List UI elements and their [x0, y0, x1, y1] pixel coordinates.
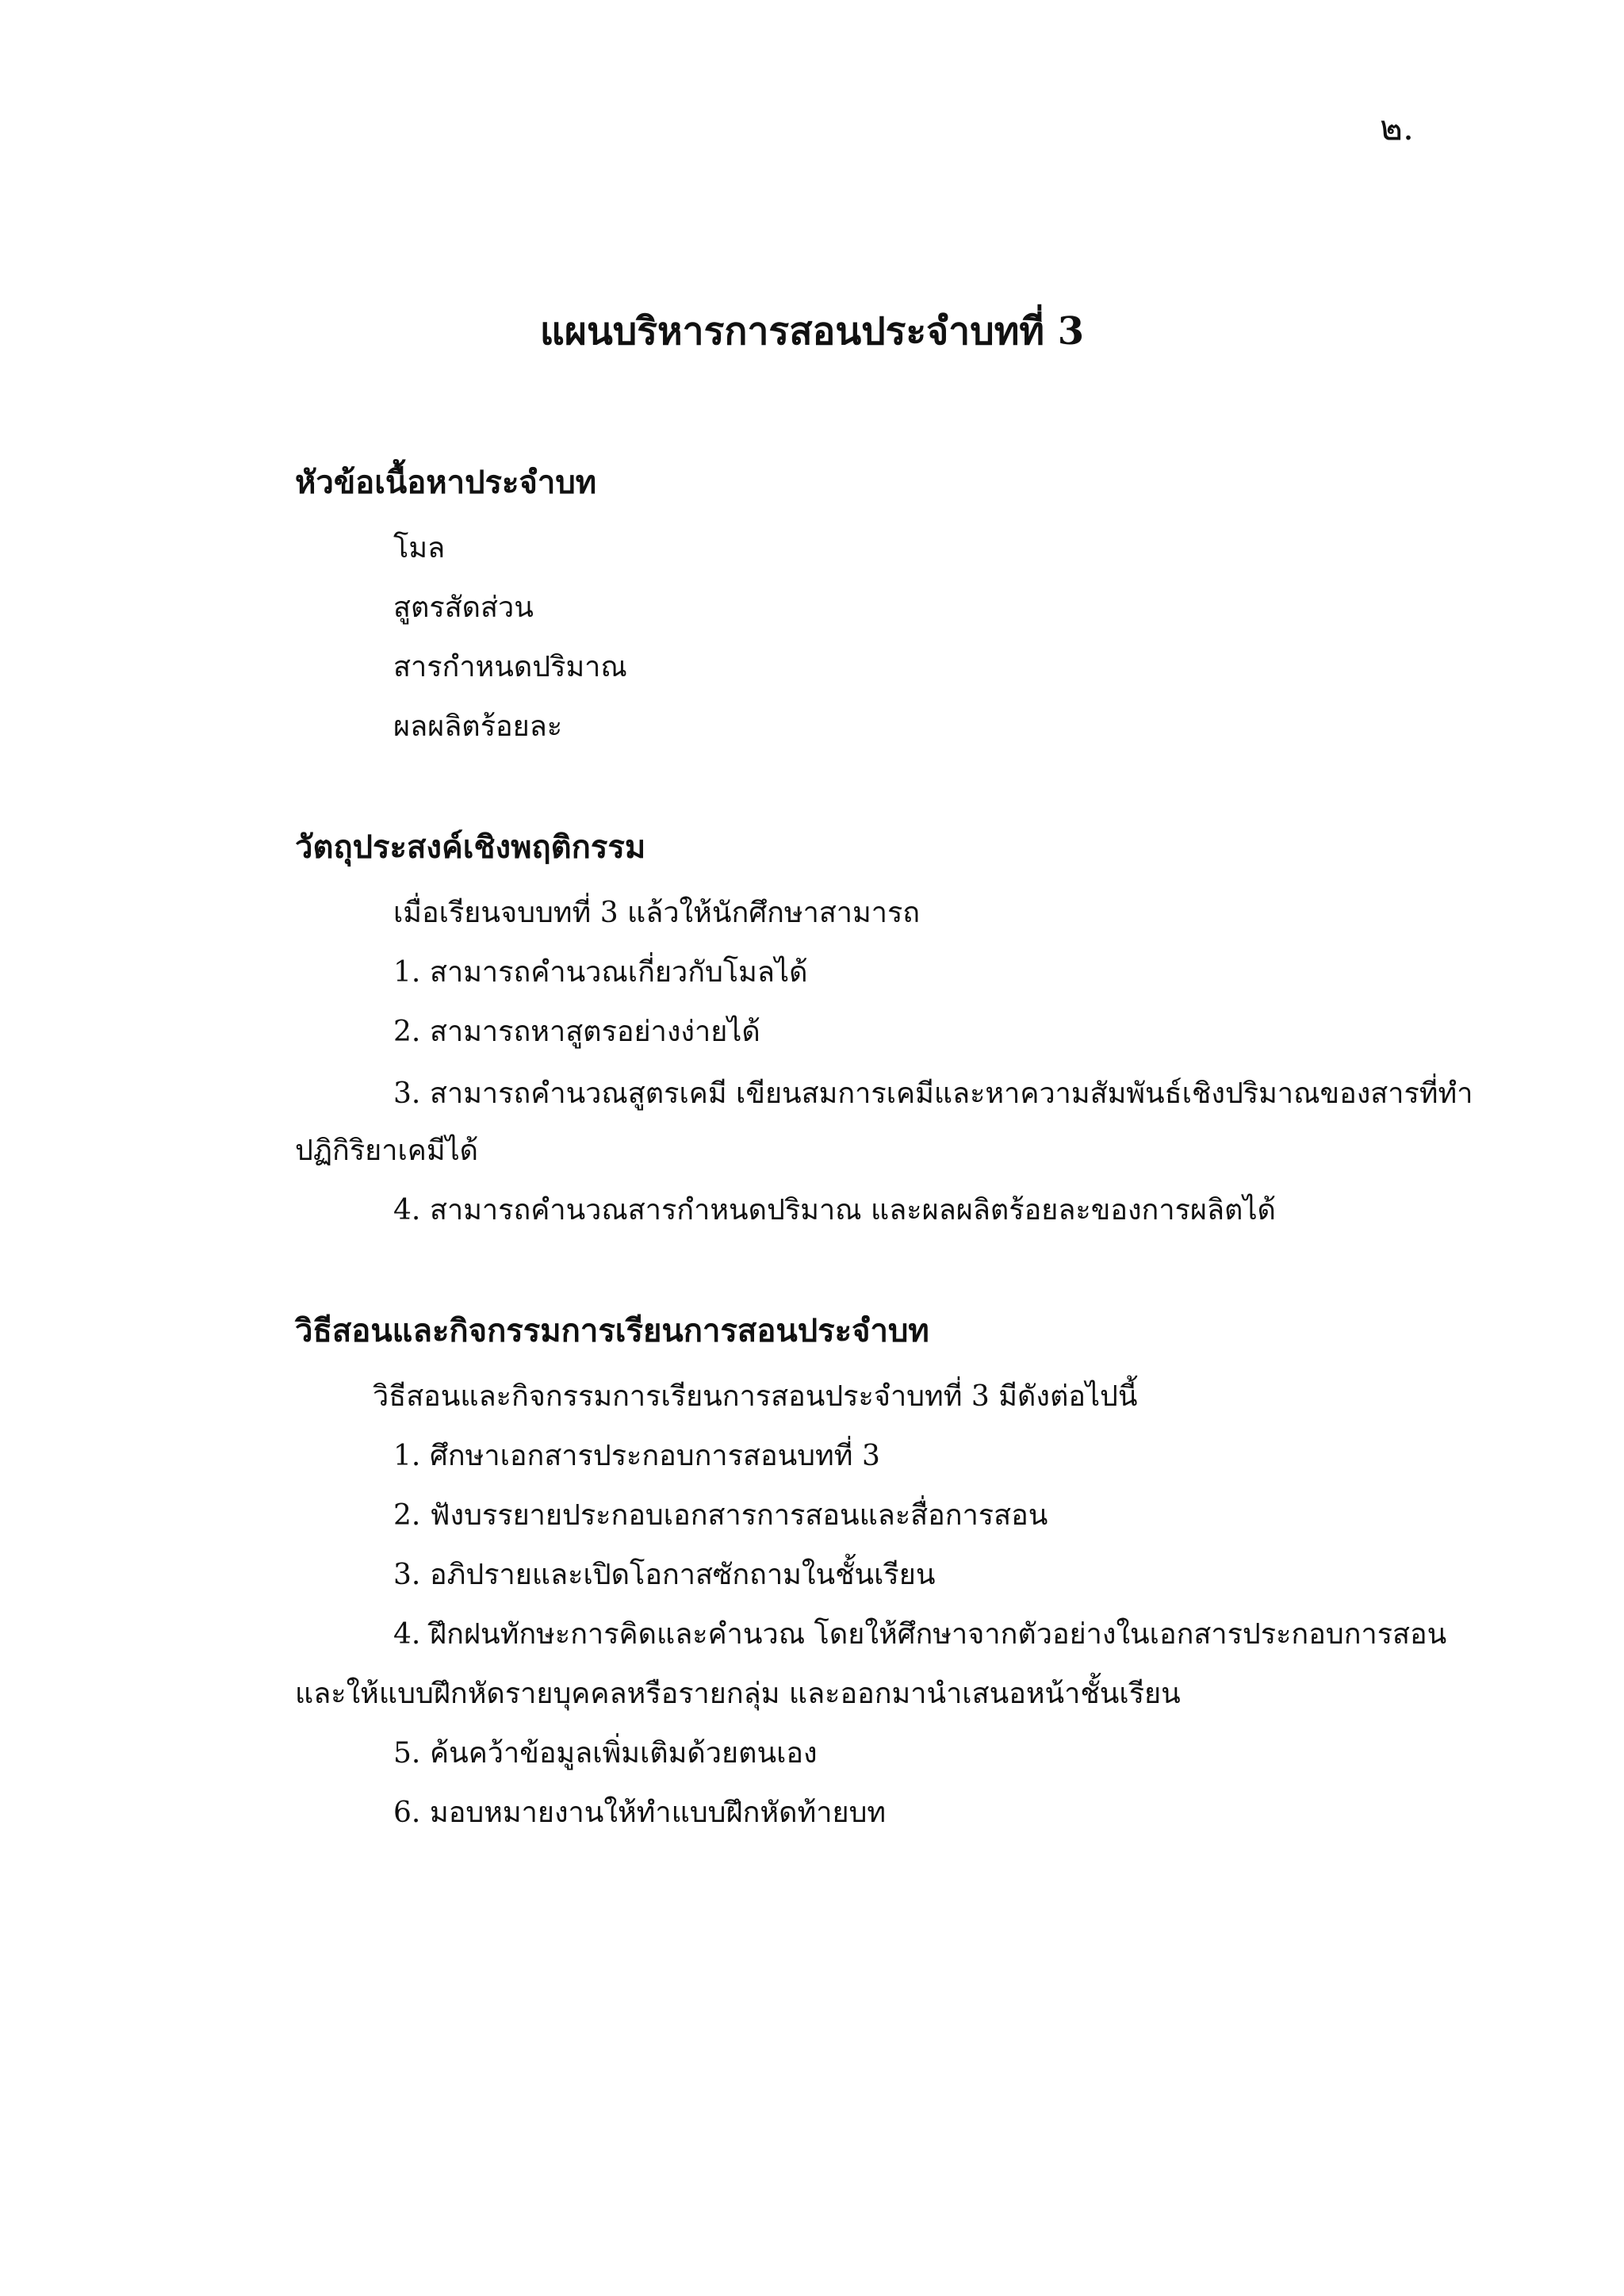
objective-continuation: ปฏิกิริยาเคมีได้ [295, 1135, 479, 1167]
method-item [393, 1617, 1446, 1651]
topics-heading: หัวข้อเนื้อหาประจำบท [295, 464, 597, 501]
method-number: 1. [393, 1440, 421, 1472]
method-item [393, 1439, 880, 1473]
method-text: ค้นคว้าข้อมูลเพิ่มเติมด้วยตนเอง [430, 1737, 818, 1770]
method-text: ศึกษาเอกสารประกอบการสอนบทที่ 3 [430, 1440, 880, 1472]
method-text: อภิปรายและเปิดโอกาสซักถามในชั้นเรียน [430, 1559, 936, 1591]
topic-item: สูตรสัดส่วน [393, 591, 534, 624]
objective-number: 4. [393, 1194, 421, 1226]
method-continuation: และให้แบบฝึกหัดรายบุคคลหรือรายกลุ่ม และออกมานำเสนอหน้าชั้นเรียน [295, 1678, 1181, 1710]
objective-item [393, 1193, 1276, 1227]
method-number: 3. [393, 1559, 421, 1591]
method-number: 5. [393, 1737, 421, 1770]
objective-text: สามารถคำนวณเกี่ยวกับโมลได้ [430, 956, 808, 989]
methods-intro: วิธีสอนและกิจกรรมการเรียนการสอนประจำบทที่ 3 มีดังต่อไปนี้ [373, 1380, 1138, 1413]
method-item [393, 1498, 1048, 1533]
objectives-heading: วัตถุประสงค์เชิงพฤติกรรม [295, 828, 646, 866]
method-item [393, 1736, 818, 1770]
objective-number: 2. [393, 1016, 421, 1048]
topic-item: สารกำหนดปริมาณ [393, 651, 627, 683]
objective-number: 1. [393, 956, 421, 989]
objective-text: สามารถหาสูตรอย่างง่ายได้ [430, 1016, 760, 1048]
topic-item: ผลผลิตร้อยละ [393, 710, 563, 743]
method-text: ฝึกฝนทักษะการคิดและคำนวณ โดยให้ศึกษาจากตัวอย่างในเอกสารประกอบการสอน [430, 1618, 1447, 1651]
methods-heading: วิธีสอนและกิจกรรมการเรียนการสอนประจำบท [295, 1312, 929, 1349]
objective-item [393, 1015, 760, 1049]
method-number: 4. [393, 1618, 421, 1651]
objective-item [393, 1077, 1473, 1111]
objective-item [393, 955, 807, 989]
page-number: ๒. [1380, 108, 1414, 148]
page-title: แผนบริหารการสอนประจำบทที่ 3 [539, 309, 1085, 354]
method-number: 6. [393, 1797, 421, 1829]
method-item [393, 1558, 935, 1592]
objective-number: 3. [393, 1077, 421, 1110]
objective-text: สามารถคำนวณสูตรเคมี เขียนสมการเคมีและหาความสัมพันธ์เชิงปริมาณของสารที่ทำ [430, 1077, 1473, 1110]
method-item [393, 1796, 886, 1830]
topic-item: โมล [393, 532, 446, 564]
objective-text: สามารถคำนวณสารกำหนดปริมาณ และผลผลิตร้อยละของการผลิตได้ [430, 1194, 1276, 1226]
method-number: 2. [393, 1499, 421, 1532]
method-text: ฟังบรรยายประกอบเอกสารการสอนและสื่อการสอน [430, 1499, 1048, 1532]
method-text: มอบหมายงานให้ทำแบบฝึกหัดท้ายบท [430, 1797, 887, 1829]
objectives-intro: เมื่อเรียนจบบทที่ 3 แล้วให้นักศึกษาสามารถ [393, 897, 921, 929]
